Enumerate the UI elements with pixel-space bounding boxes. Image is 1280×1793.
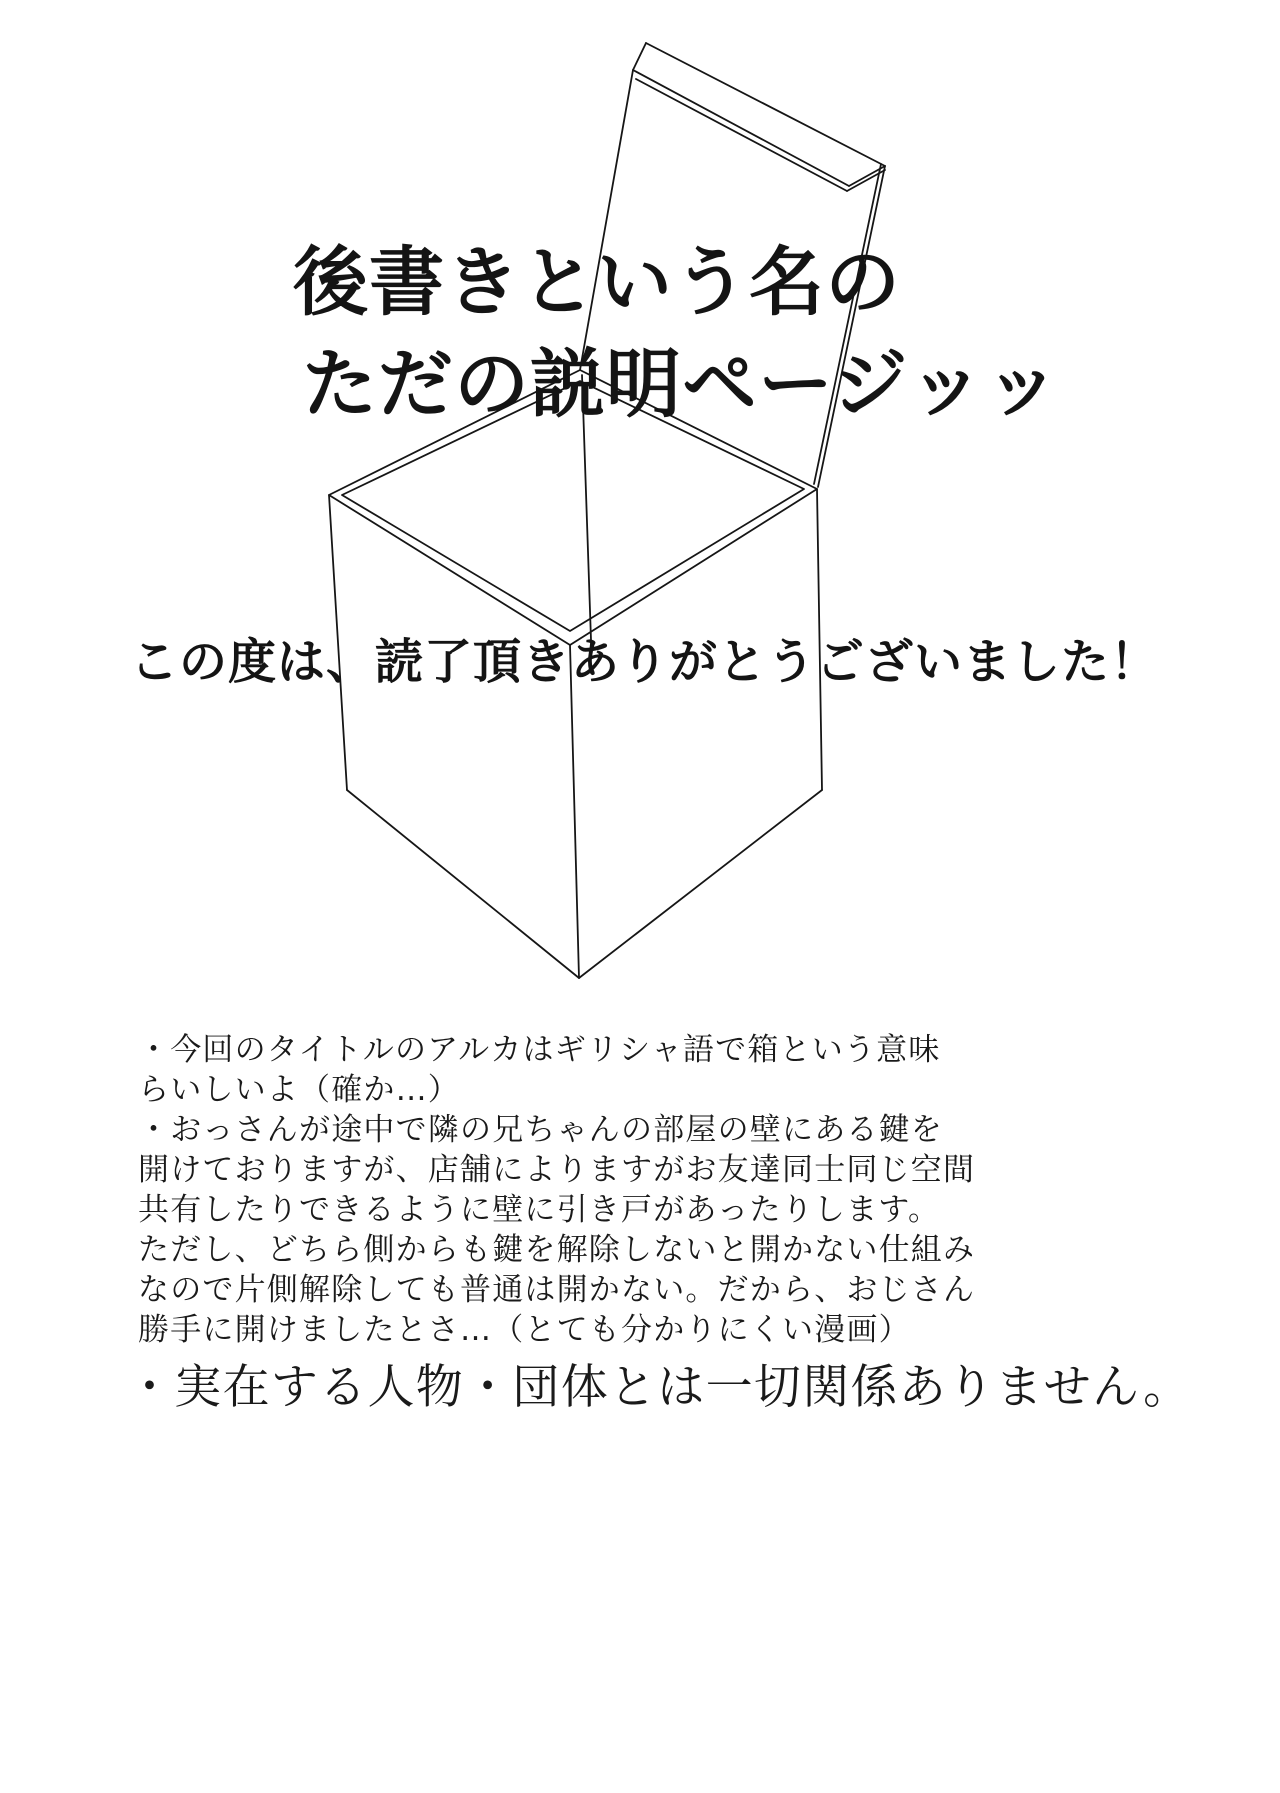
afterword-title-line1: 後書きという名の bbox=[293, 238, 902, 326]
note-line: 勝手に開けましたとさ…（とても分かりにくい漫画） bbox=[138, 1312, 911, 1348]
afterword-title-line2: ただの説明ページッッ bbox=[302, 340, 1061, 428]
note-line: 共有したりできるように壁に引き戸があったりします。 bbox=[138, 1192, 941, 1228]
disclaimer-line: ・実在する人物・団体とは一切関係ありません。 bbox=[126, 1360, 1192, 1415]
note-line: ・今回のタイトルのアルカはギリシャ語で箱という意味 bbox=[138, 1032, 941, 1068]
note-line: らいしいよ（確か…） bbox=[138, 1072, 460, 1108]
note-line: 開けておりますが、店舗によりますがお友達同士同じ空間 bbox=[138, 1152, 976, 1188]
box-body bbox=[329, 489, 822, 978]
notes-block bbox=[138, 1030, 1118, 1350]
note-line: なので片側解除しても普通は開かない。だから、おじさん bbox=[138, 1272, 976, 1308]
thanks-message: この度は、読了頂きありがとうございました！ bbox=[130, 634, 1160, 690]
note-line: ただし、どちら側からも鍵を解除しないと開かない仕組み bbox=[138, 1232, 976, 1268]
note-line: ・おっさんが途中で隣の兄ちゃんの部屋の壁にある鍵を bbox=[138, 1112, 943, 1148]
